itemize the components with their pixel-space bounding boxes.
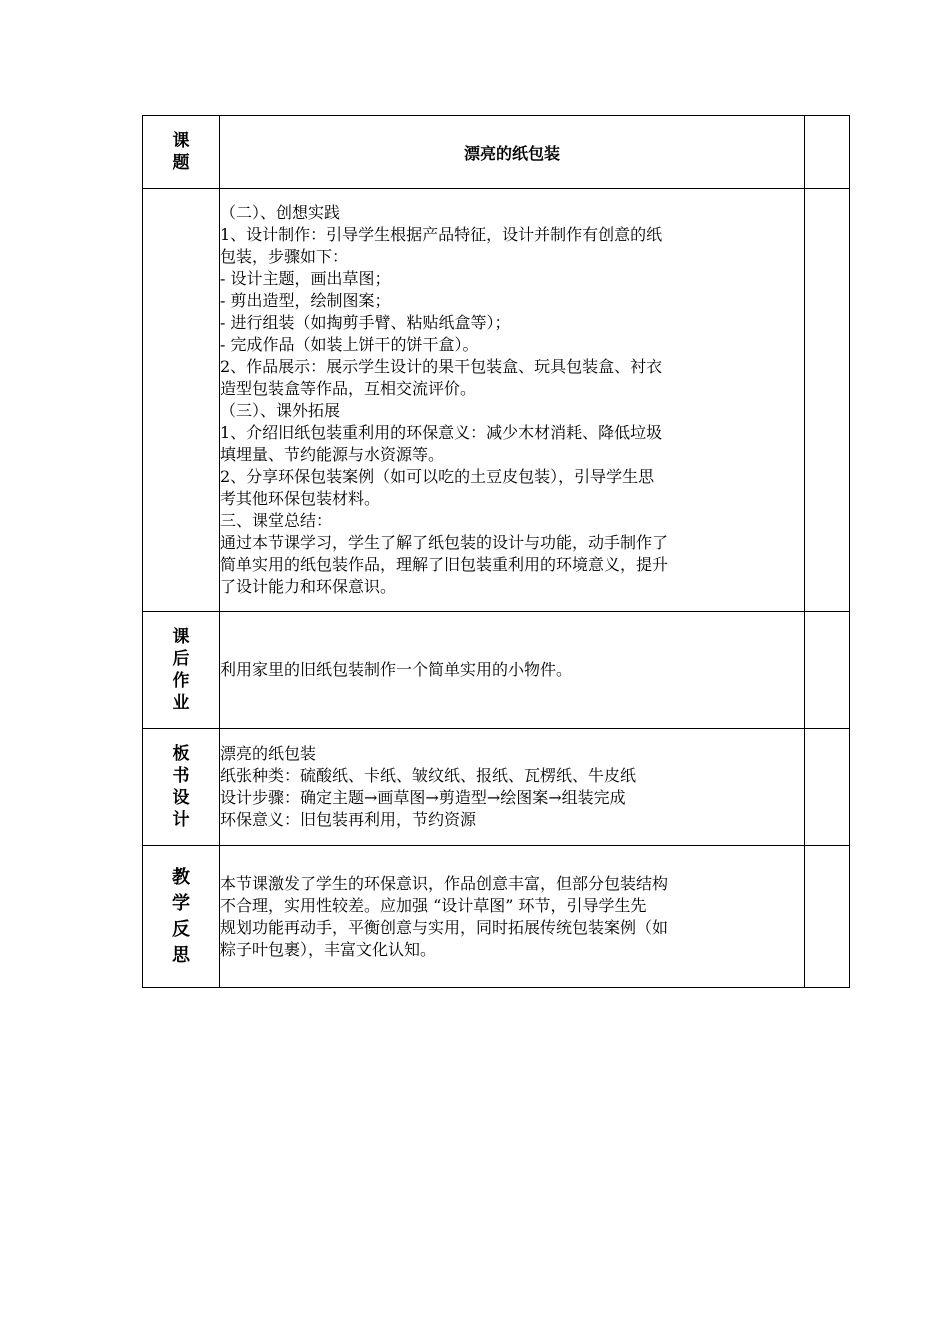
board-design (220, 729, 805, 846)
process-line: 包装，步骤如下： (220, 247, 349, 266)
reflection-line: 粽子叶包裹），丰富文化认知。 (220, 939, 437, 959)
process-extra-cell (805, 189, 850, 612)
process-row (143, 189, 850, 612)
process-line: 2、作品展示：展示学生设计的果干包装盒、玩具包装盒、衬衣 (220, 357, 663, 376)
process-line: 填埋量、节约能源与水资源等。 (220, 445, 445, 464)
teaching-reflection (220, 846, 805, 988)
process-line: 2、分享环保包装案例（如可以吃的土豆皮包装），引导学生思 (220, 467, 655, 486)
reflection-line: 规划功能再动手，平衡创意与实用，同时拓展传统包装案例（如 (220, 917, 669, 937)
process-line: 1、介绍旧纸包装重利用的环保意义：减少木材消耗、降低垃圾 (220, 423, 663, 442)
board-row (143, 729, 850, 846)
topic-label: 课 题 (143, 116, 220, 189)
process-line: （二）、创想实践 (220, 203, 341, 222)
board-design-label: 板 书 设 计 (143, 729, 220, 846)
board-line: 设计步骤：确定主题→画草图→剪造型→绘图案→组装完成 (220, 788, 626, 807)
process-line: - 完成作品（如装上饼干的饼干盒）。 (220, 335, 479, 354)
reflection-line: 不合理，实用性较差。应加强 “设计草图” 环节，引导学生先 (220, 895, 647, 915)
process-line: - 设计主题，画出草图； (220, 269, 391, 288)
reflection-row (143, 846, 850, 988)
homework-row (143, 612, 850, 729)
homework-text: 利用家里的旧纸包装制作一个简单实用的小物件。 (220, 612, 805, 729)
homework-extra-cell (805, 612, 850, 729)
process-line: 了设计能力和环保意识。 (220, 577, 397, 596)
board-extra-cell (805, 729, 850, 846)
homework-label: 课 后 作 业 (143, 612, 220, 729)
board-line: 漂亮的纸包装 (220, 744, 317, 763)
process-line: 简单实用的纸包装作品，理解了旧包装重利用的环境意义，提升 (220, 555, 669, 574)
reflection-extra-cell (805, 846, 850, 988)
teaching-process (220, 189, 805, 612)
process-line: - 进行组装（如掏剪手臂、粘贴纸盒等）； (220, 313, 511, 332)
process-label-cell (143, 189, 220, 612)
process-line: 造型包装盒等作品，互相交流评价。 (220, 379, 477, 398)
lesson-title: 漂亮的纸包装 (220, 116, 805, 189)
process-line: 三、课堂总结： (220, 511, 333, 530)
lesson-plan-table (142, 115, 850, 988)
process-line: 通过本节课学习，学生了解了纸包装的设计与功能，动手制作了 (220, 533, 669, 552)
process-line: 考其他环保包装材料。 (220, 489, 381, 508)
reflection-label: 教 学 反 思 (143, 846, 220, 988)
process-line: （三）、课外拓展 (220, 401, 341, 420)
process-line: 1、设计制作：引导学生根据产品特征，设计并制作有创意的纸 (220, 225, 663, 244)
board-line: 纸张种类：硫酸纸、卡纸、皱纹纸、报纸、瓦楞纸、牛皮纸 (220, 766, 637, 785)
board-line: 环保意义：旧包装再利用，节约资源 (220, 810, 477, 829)
reflection-line: 本节课激发了学生的环保意识，作品创意丰富，但部分包装结构 (220, 873, 669, 893)
topic-extra-cell (805, 116, 850, 189)
topic-row (143, 116, 850, 189)
process-line: - 剪出造型，绘制图案； (220, 291, 391, 310)
